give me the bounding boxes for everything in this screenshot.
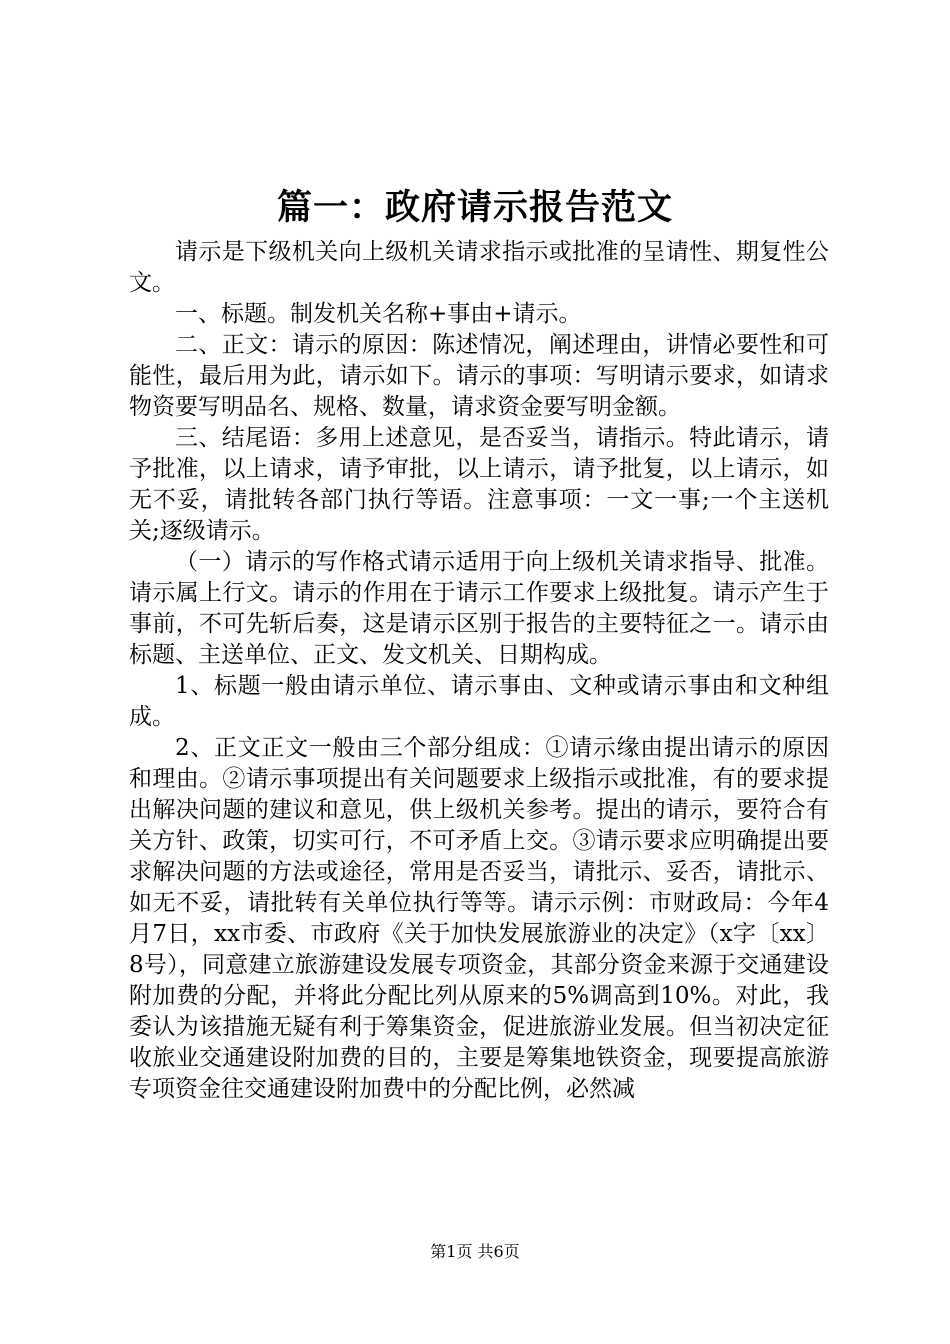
paragraph-body-section: 二、正文：请示的原因：陈述情况，阐述理由，讲情必要性和可能性，最后用为此，请示如下。请示的事项：写明请示要求，如请求物资要写明品名、规格、数量，请求资金要写明金额。: [129, 332, 829, 420]
document-title: 篇一：政府请示报告范文: [276, 187, 673, 228]
document-body: [129, 237, 829, 1105]
paragraph-format: （一）请示的写作格式请示适用于向上级机关请求指导、批准。请示属上行文。请示的作用在于请示工作要求上级批复。请示产生于事前，不可先斩后奏，这是请示区别于报告的主要特征之一。请示由标题、主送单位、正文、发文机关、日期构成。: [129, 549, 829, 668]
paragraph-body-rule: 2、正文正文一般由三个部分组成：①请示缘由提出请示的原因和理由。②请示事项提出有关问题要求上级指示或批准，有的要求提出解决问题的建议和意见，供上级机关参考。提出的请示，要符合有关方针、政策，切实可行，不可矛盾上交。③请示要求应明确提出要求解决问题的方法或途径，常用是否妥当，请批示、妥否，请批示、如无不妥，请批转有关单位执行等等。请示示例：市财政局：今年4月7日，xx市委、市政府《关于加快发展旅游业的决定》（x字〔xx〕8号），同意建立旅游建设发展专项资金，其部分资金来源于交通建设附加费的分配，并将此分配比列从原来的5%调高到10%。对此，我委认为该措施无疑有利于筹集资金，促进旅游业发展。但当初决定征收旅业交通建设附加费的目的，主要是筹集地铁资金，现要提高旅游专项资金往交通建设附加费中的分配比例，必然减: [129, 735, 829, 1102]
paragraph-title-section: 一、标题。制发机关名称+事由+请示。: [175, 301, 582, 327]
paragraph-intro: 请示是下级机关向上级机关请求指示或批准的呈请性、期复性公文。: [129, 239, 829, 296]
page-footer: 第1页 共6页: [430, 1242, 520, 1261]
paragraph-closing-section: 三、结尾语：多用上述意见，是否妥当，请指示。特此请示，请予批准，以上请求，请予审批，以上请示，请予批复，以上请示，如无不妥，请批转各部门执行等语。注意事项：一文一事;一个主送机关;逐级请示。: [129, 425, 829, 544]
paragraph-heading-rule: 1、标题一般由请示单位、请示事由、文种或请示事由和文种组成。: [129, 673, 829, 730]
